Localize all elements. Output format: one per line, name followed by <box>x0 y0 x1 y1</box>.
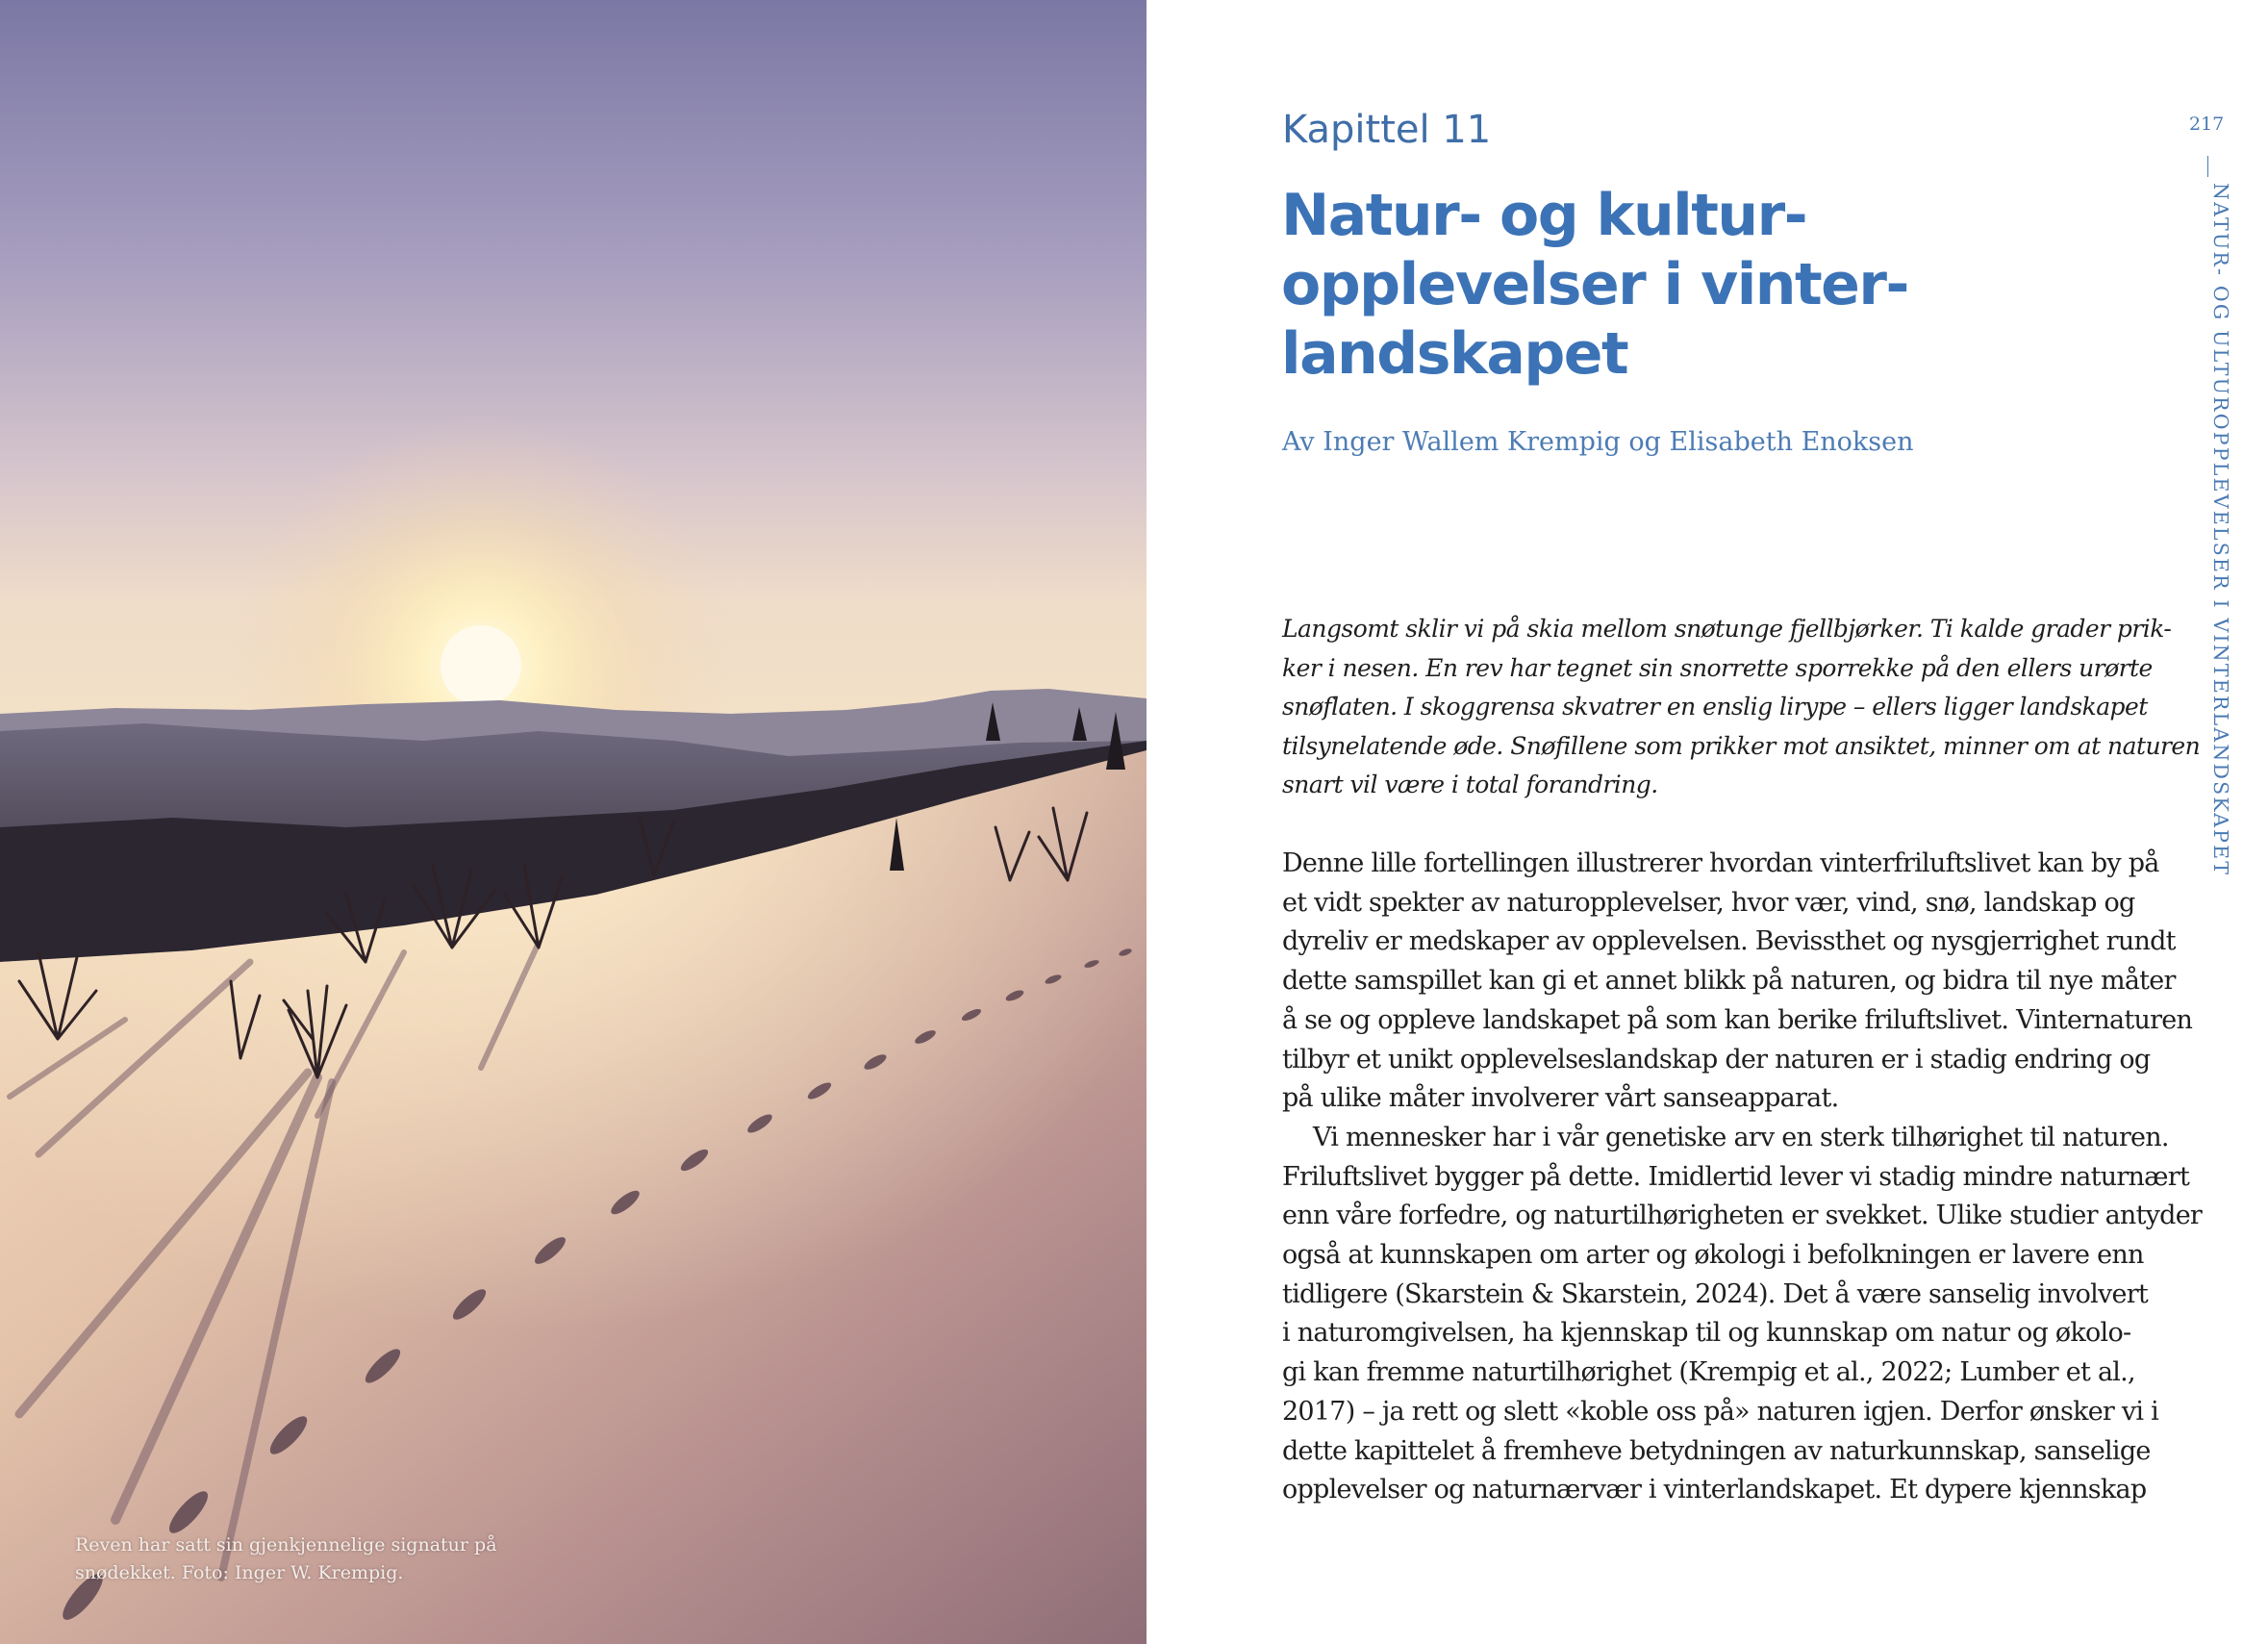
chapter-label: Kapittel 11 <box>1282 108 1492 152</box>
chapter-title-line: landskapet <box>1281 320 1628 388</box>
photo-caption <box>75 1531 517 1587</box>
chapter-title <box>1281 181 2147 389</box>
body-line: 2017) – ja rett og slett «koble oss på» naturen igjen. Derfor ønsker vi i <box>1282 1396 2159 1427</box>
body-line: Denne lille fortellingen illustrerer hvordan vinterfriluftslivet kan by på <box>1282 848 2159 878</box>
intro-line: ker i nesen. En rev har tegnet sin snorrette sporrekke på den ellers urørte <box>1282 653 2153 682</box>
body-line: enn våre forfedre, og naturtilhørigheten er svekket. Ulike studier antyder <box>1282 1201 2203 1231</box>
body-line: også at kunnskapen om arter og økologi i befolkningen er lavere enn <box>1282 1240 2144 1271</box>
running-head: NATUR- OG ULTUROPPLEVELSER I VINTERLANDSKAPET <box>2209 183 2232 877</box>
body-text <box>1282 845 2203 1510</box>
body-line: å se og oppleve landskapet på som kan berike friluftslivet. Vinternaturen <box>1282 1004 2193 1035</box>
caption-line: snødekket. Foto: Inger W. Krempig. <box>75 1562 404 1583</box>
intro-paragraph <box>1282 610 2201 805</box>
body-line: gi kan fremme naturtilhørighet (Krempig et al., 2022; Lumber et al., <box>1282 1357 2135 1388</box>
body-line: tidligere (Skarstein & Skarstein, 2024). Det å være sanselig involvert <box>1282 1278 2149 1309</box>
body-line: Friluftslivet bygger på dette. Imidlertid lever vi stadig mindre naturnært <box>1282 1161 2190 1192</box>
body-line: i naturomgivelsen, ha kjennskap til og kunnskap om natur og økolo- <box>1282 1318 2131 1349</box>
body-line: dyreliv er medskaper av opplevelsen. Bevissthet og nysgjerrighet rundt <box>1282 926 2176 957</box>
running-head-divider <box>2207 156 2208 177</box>
page-number: 217 <box>2189 114 2225 135</box>
chapter-title-line: Natur- og kultur- <box>1281 182 1807 249</box>
intro-line: tilsynelatende øde. Snøfillene som prikker mot ansiktet, minner om at naturen <box>1282 731 2201 760</box>
intro-line: Langsomt sklir vi på skia mellom snøtunge fjellbjørker. Ti kalde grader prik- <box>1282 615 2172 643</box>
body-line: et vidt spekter av naturopplevelser, hvor vær, vind, snø, landskap og <box>1282 887 2135 918</box>
chapter-authors: Av Inger Wallem Krempig og Elisabeth Enoksen <box>1282 427 1914 457</box>
body-line: dette samspillet kan gi et annet blikk på naturen, og bidra til nye måter <box>1282 966 2176 997</box>
body-line: tilbyr et unikt opplevelseslandskap der naturen er i stadig endring og <box>1282 1044 2151 1075</box>
body-line: dette kapittelet å fremheve betydningen av naturkunnskap, sanselige <box>1282 1435 2151 1466</box>
body-line: opplevelser og naturnærvær i vinterlandskapet. Et dypere kjennskap <box>1282 1475 2147 1505</box>
caption-line: Reven har satt sin gjenkjennelige signatur på <box>75 1534 497 1555</box>
body-line: Vi mennesker har i vår genetiske arv en sterk tilhørighet til naturen. <box>1313 1122 2169 1152</box>
body-line: på ulike måter involverer vårt sanseapparat. <box>1282 1083 1839 1114</box>
intro-line: snart vil være i total forandring. <box>1282 771 1658 798</box>
intro-line: snøflaten. I skoggrensa skvatrer en enslig lirype – ellers ligger landskapet <box>1282 693 2148 721</box>
chapter-title-line: opplevelser i vinter- <box>1281 251 1908 318</box>
